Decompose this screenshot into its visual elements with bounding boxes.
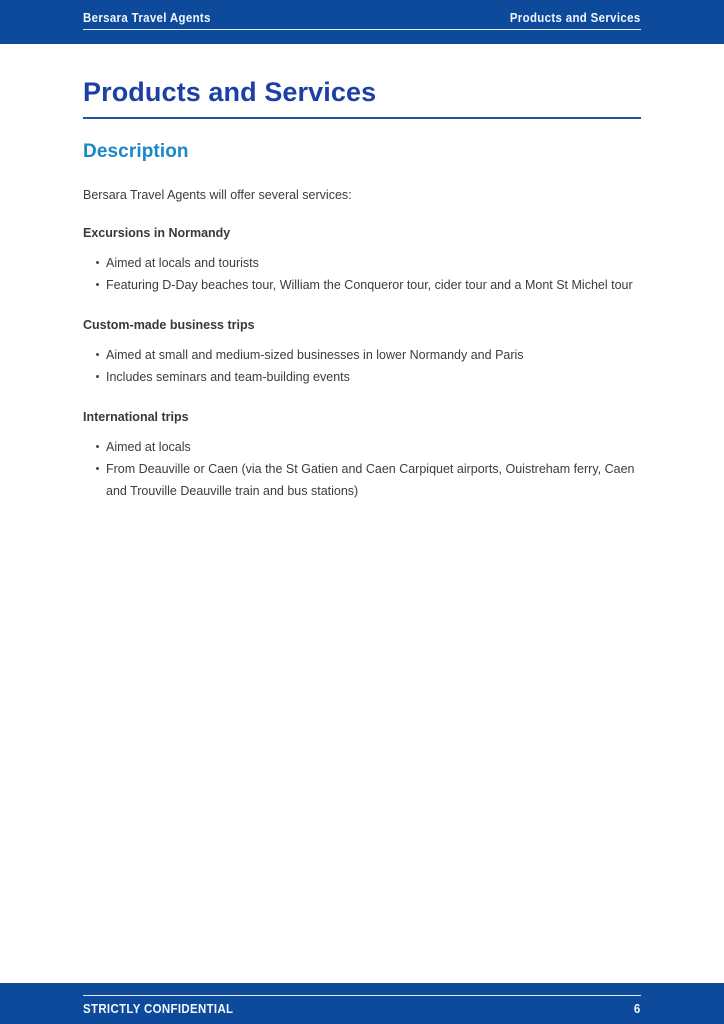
service-bullet-list — [83, 344, 641, 388]
list-item: Aimed at locals — [83, 436, 641, 458]
header-right-text: Products and Services — [510, 10, 641, 25]
service-section-international-trips — [83, 410, 641, 502]
list-item: Aimed at small and medium-sized businesses in lower Normandy and Paris — [83, 344, 641, 366]
list-item: Includes seminars and team-building events — [83, 366, 641, 388]
service-bullet-list — [83, 252, 641, 296]
page-number: 6 — [634, 1001, 641, 1016]
header-left-text: Bersara Travel Agents — [83, 10, 211, 25]
confidentiality-label: STRICTLY CONFIDENTIAL — [83, 1001, 234, 1016]
service-section-excursions — [83, 226, 641, 296]
footer-band — [0, 983, 724, 1024]
service-bullet-list — [83, 436, 641, 502]
list-item: Aimed at locals and tourists — [83, 252, 641, 274]
service-section-business-trips — [83, 318, 641, 388]
list-item: Featuring D-Day beaches tour, William the Conqueror tour, cider tour and a Mont St Michel tour — [83, 274, 641, 296]
description-heading: Description — [83, 141, 189, 163]
header-inner — [83, 0, 641, 30]
service-heading: Custom-made business trips — [83, 317, 255, 332]
page-title: Products and Services — [83, 77, 641, 119]
header-band — [0, 0, 724, 44]
page-content — [83, 44, 641, 502]
intro-paragraph: Bersara Travel Agents will offer several services: — [83, 188, 352, 203]
service-heading: Excursions in Normandy — [83, 225, 231, 240]
service-heading: International trips — [83, 409, 189, 424]
list-item: From Deauville or Caen (via the St Gatien and Caen Carpiquet airports, Ouistreham ferry, Caen and Trouville Deauville train and bus stations) — [83, 458, 641, 502]
footer-inner — [83, 995, 641, 1016]
